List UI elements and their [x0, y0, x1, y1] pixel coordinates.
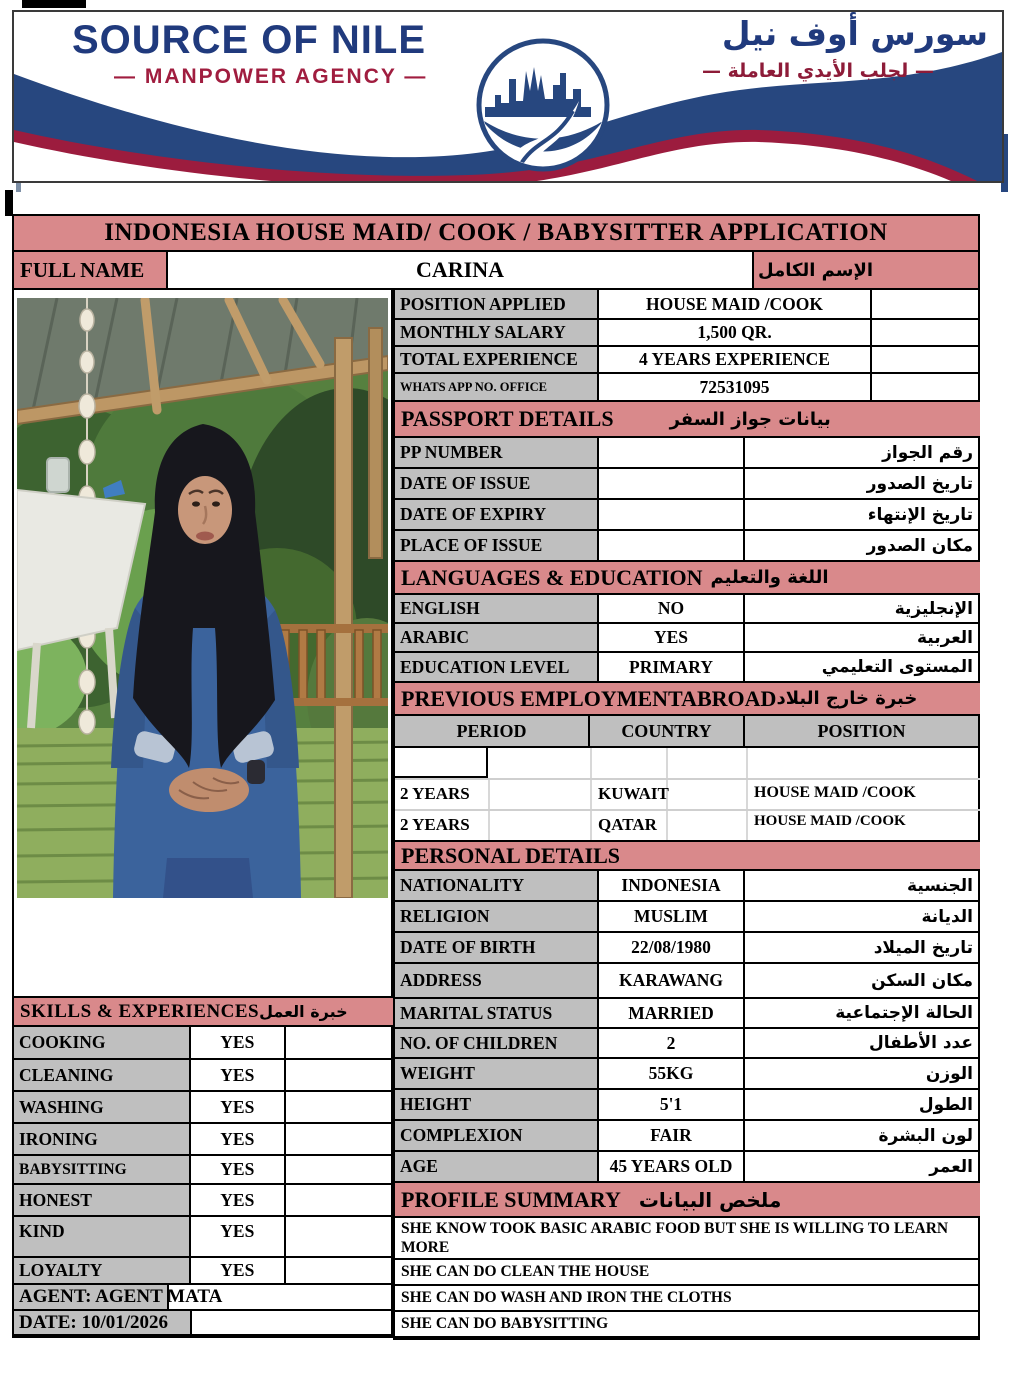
- skill-row: [14, 1124, 393, 1156]
- education-level-arabic: المستوى التعليمي: [745, 653, 980, 681]
- position-column-header: POSITION: [745, 716, 980, 746]
- skill-row: [14, 1185, 393, 1217]
- complexion-label: COMPLEXION: [395, 1121, 599, 1150]
- employment-country: QATAR: [598, 815, 657, 834]
- date-label: DATE: 10/01/2026: [14, 1311, 192, 1334]
- pp-number-arabic: رقم الجواز: [745, 438, 980, 467]
- agency-tagline-arabic: — لجلب الأيدي العاملة —: [702, 60, 934, 82]
- table-row: [395, 1090, 980, 1121]
- agent-row: [14, 1285, 393, 1311]
- address-arabic: مكان السكن: [745, 964, 980, 997]
- english-value: NO: [599, 595, 745, 622]
- weight-arabic: الوزن: [745, 1059, 980, 1088]
- table-row: [395, 595, 980, 624]
- blank-cell: [286, 1258, 393, 1283]
- scan-artifact-top: [22, 0, 86, 8]
- passport-header-text: PASSPORT DETAILS: [401, 406, 614, 431]
- summary-line-4: SHE CAN DO BABYSITTING: [395, 1312, 980, 1336]
- kind-label: KIND: [14, 1217, 191, 1256]
- blank-cell: [872, 374, 980, 400]
- education-level-label: EDUCATION LEVEL: [395, 653, 599, 681]
- employment-position: HOUSE MAID /COOK: [754, 784, 916, 801]
- skills-column: [12, 998, 393, 1338]
- employment-position: HOUSE MAID /COOK: [754, 813, 906, 829]
- age-arabic: العمر: [745, 1152, 980, 1181]
- table-row: [395, 347, 980, 374]
- table-row: [395, 469, 980, 500]
- skill-row: [14, 1258, 393, 1285]
- children-value: 2: [599, 1029, 745, 1057]
- table-row: [395, 438, 980, 469]
- cleaning-label: CLEANING: [14, 1060, 191, 1090]
- loyalty-label: LOYALTY: [14, 1258, 191, 1283]
- grid-line: [746, 748, 748, 778]
- blank-cell: [872, 290, 980, 318]
- date-row: [14, 1311, 393, 1338]
- nationality-label: NATIONALITY: [395, 871, 599, 900]
- ironing-label: IRONING: [14, 1124, 191, 1154]
- full-name-label: FULL NAME: [14, 252, 168, 288]
- age-label: AGE: [395, 1152, 599, 1181]
- height-arabic: الطول: [745, 1090, 980, 1119]
- full-name-row: [12, 250, 980, 290]
- employment-section-header: [395, 683, 980, 716]
- table-row: [395, 933, 980, 964]
- skill-row: [14, 1027, 393, 1060]
- children-arabic: عدد الأطفال: [745, 1029, 980, 1057]
- agency-tagline: — MANPOWER AGENCY —: [114, 65, 428, 88]
- employment-header-text: PREVIOUS EMPLOYMENTABROAD: [401, 685, 777, 711]
- grid-line: [666, 811, 668, 840]
- languages-section-header: [395, 562, 980, 595]
- date-of-birth-value: 22/08/1980: [599, 933, 745, 962]
- personal-header-text: PERSONAL DETAILS: [401, 842, 621, 868]
- weight-value: 55KG: [599, 1059, 745, 1088]
- pp-number-label: PP NUMBER: [395, 438, 599, 467]
- grid-line: [666, 748, 668, 778]
- employment-period: 2 YEARS: [400, 784, 470, 803]
- languages-header-arabic: اللغة والتعليم: [710, 567, 829, 588]
- employment-country: KUWAIT: [598, 784, 669, 803]
- blank-cell: [286, 1060, 393, 1090]
- summary-row: [395, 1286, 980, 1312]
- photo-cell: [12, 288, 393, 998]
- religion-arabic: الديانة: [745, 902, 980, 931]
- monthly-salary-label: MONTHLY SALARY: [395, 320, 599, 345]
- date-of-issue-value: [599, 469, 745, 498]
- table-row: [395, 531, 980, 562]
- cooking-label: COOKING: [14, 1027, 191, 1058]
- arabic-label: ARABIC: [395, 624, 599, 651]
- babysitting-value: YES: [191, 1156, 286, 1183]
- marital-status-label: MARITAL STATUS: [395, 999, 599, 1027]
- religion-label: RELIGION: [395, 902, 599, 931]
- place-of-issue-value: [599, 531, 745, 560]
- marital-status-arabic: الحالة الإجتماعية: [745, 999, 980, 1027]
- passport-section-header: [395, 402, 980, 438]
- scan-artifact-black: [5, 190, 13, 216]
- table-row: [395, 320, 980, 347]
- applicant-photo: [17, 298, 388, 898]
- complexion-value: FAIR: [599, 1121, 745, 1150]
- skills-header-arabic: خبرة العمل: [259, 1002, 348, 1021]
- summary-row: [395, 1218, 980, 1260]
- table-row: [395, 653, 980, 683]
- table-row: [395, 1121, 980, 1152]
- loyalty-value: YES: [191, 1258, 286, 1283]
- blank-cell: [286, 1027, 393, 1058]
- place-of-issue-arabic: مكان الصدور: [745, 531, 980, 560]
- date-of-expiry-value: [599, 500, 745, 529]
- table-row: [395, 1029, 980, 1059]
- whatsapp-value: 72531095: [599, 374, 872, 400]
- summary-line-2: SHE CAN DO CLEAN THE HOUSE: [395, 1260, 980, 1284]
- date-of-issue-label: DATE OF ISSUE: [395, 469, 599, 498]
- employment-row: [395, 780, 980, 811]
- height-label: HEIGHT: [395, 1090, 599, 1119]
- table-row: [395, 999, 980, 1029]
- blank-cell: [286, 1124, 393, 1154]
- blank-cell: [286, 1185, 393, 1215]
- profile-header-text: PROFILE SUMMARY: [401, 1186, 621, 1212]
- skill-row: [14, 1092, 393, 1124]
- agency-letterhead: [12, 10, 1004, 183]
- weight-label: WEIGHT: [395, 1059, 599, 1088]
- age-value: 45 YEARS OLD: [599, 1152, 745, 1181]
- grid-line: [590, 748, 592, 778]
- blank-cell: [872, 320, 980, 345]
- address-label: ADDRESS: [395, 964, 599, 997]
- employment-row-empty: [395, 748, 980, 780]
- children-label: NO. OF CHILDREN: [395, 1029, 599, 1057]
- employment-empty-cell: [395, 748, 488, 778]
- cooking-value: YES: [191, 1027, 286, 1058]
- total-experience-value: 4 YEARS EXPERIENCE: [599, 347, 872, 372]
- profile-header-arabic: ملخص البيانات: [638, 1187, 782, 1212]
- table-row: [395, 1152, 980, 1183]
- skills-header-text: SKILLS & EXPERIENCES: [20, 1000, 260, 1022]
- religion-value: MUSLIM: [599, 902, 745, 931]
- personal-section-header: [395, 842, 980, 871]
- grid-line: [488, 811, 490, 840]
- table-row: [395, 624, 980, 653]
- height-value: 5'1: [599, 1090, 745, 1119]
- summary-line-3: SHE CAN DO WASH AND IRON THE CLOTHS: [395, 1286, 980, 1310]
- grid-line: [746, 811, 748, 840]
- pp-number-value: [599, 438, 745, 467]
- honest-value: YES: [191, 1185, 286, 1215]
- country-column-header: COUNTRY: [590, 716, 745, 746]
- education-level-value: PRIMARY: [599, 653, 745, 681]
- table-row: [395, 500, 980, 531]
- arabic-value: YES: [599, 624, 745, 651]
- profile-section-header: [395, 1183, 980, 1218]
- employment-header-arabic: خبرة خارج البلاد: [776, 688, 918, 709]
- place-of-issue-label: PLACE OF ISSUE: [395, 531, 599, 560]
- blank-cell: [286, 1092, 393, 1122]
- ironing-value: YES: [191, 1124, 286, 1154]
- nationality-value: INDONESIA: [599, 871, 745, 900]
- table-row: [395, 290, 980, 320]
- full-name-label-arabic: الإسم الكامل: [754, 252, 978, 288]
- summary-line-1: SHE KNOW TOOK BASIC ARABIC FOOD BUT SHE IS WILLING TO LEARN MORE: [395, 1218, 980, 1258]
- full-name-value: CARINA: [168, 252, 754, 288]
- date-of-expiry-label: DATE OF EXPIRY: [395, 500, 599, 529]
- nationality-arabic: الجنسية: [745, 871, 980, 900]
- date-of-issue-arabic: تاريخ الصدور: [745, 469, 980, 498]
- form-right-column: [393, 288, 980, 1340]
- employment-row: [395, 811, 980, 842]
- table-row: [395, 1059, 980, 1090]
- blank-cell: [286, 1217, 393, 1256]
- arabic-arabic: العربية: [745, 624, 980, 651]
- grid-line: [746, 780, 748, 809]
- marital-status-value: MARRIED: [599, 999, 745, 1027]
- monthly-salary-value: 1,500 QR.: [599, 320, 872, 345]
- table-row: [395, 374, 980, 402]
- babysitting-label: BABYSITTING: [14, 1156, 191, 1183]
- employment-period: 2 YEARS: [400, 815, 470, 834]
- position-applied-label: POSITION APPLIED: [395, 290, 599, 318]
- languages-header-text: LANGUAGES & EDUCATION: [401, 564, 703, 590]
- passport-header-arabic: بيانات جواز السفر: [669, 408, 831, 430]
- total-experience-label: TOTAL EXPERIENCE: [395, 347, 599, 372]
- whatsapp-label: WHATS APP NO. OFFICE: [395, 374, 599, 400]
- table-row: [395, 871, 980, 902]
- date-of-birth-label: DATE OF BIRTH: [395, 933, 599, 962]
- table-row: [395, 964, 980, 999]
- washing-label: WASHING: [14, 1092, 191, 1122]
- grid-line: [978, 748, 980, 778]
- address-value: KARAWANG: [599, 964, 745, 997]
- form-title: INDONESIA HOUSE MAID/ COOK / BABYSITTER APPLICATION: [12, 214, 980, 252]
- grid-line: [590, 780, 592, 809]
- kind-value: YES: [191, 1217, 286, 1256]
- grid-line: [978, 811, 980, 840]
- english-arabic: الإنجليزية: [745, 595, 980, 622]
- agency-name-arabic: سورس أوف نيل: [721, 14, 988, 53]
- washing-value: YES: [191, 1092, 286, 1122]
- employment-column-headers: [395, 716, 980, 748]
- blank-cell: [286, 1156, 393, 1183]
- blank-cell: [872, 347, 980, 372]
- blank-cell: [192, 1311, 393, 1334]
- summary-row: [395, 1260, 980, 1286]
- agency-name: SOURCE OF NILE: [72, 18, 427, 62]
- date-of-expiry-arabic: تاريخ الإنتهاء: [745, 500, 980, 529]
- honest-label: HONEST: [14, 1185, 191, 1215]
- table-row: [395, 902, 980, 933]
- grid-line: [978, 780, 980, 809]
- agent-label: AGENT: AGENT MATA: [14, 1285, 169, 1309]
- grid-line: [590, 811, 592, 840]
- position-applied-value: HOUSE MAID /COOK: [599, 290, 872, 318]
- date-of-birth-arabic: تاريخ الميلاد: [745, 933, 980, 962]
- cleaning-value: YES: [191, 1060, 286, 1090]
- skill-row: [14, 1060, 393, 1092]
- skill-row: [14, 1217, 393, 1258]
- summary-row: [395, 1312, 980, 1340]
- skills-section-header: [14, 998, 393, 1027]
- period-column-header: PERIOD: [395, 716, 590, 746]
- english-label: ENGLISH: [395, 595, 599, 622]
- grid-line: [488, 780, 490, 809]
- complexion-arabic: لون البشرة: [745, 1121, 980, 1150]
- skill-row: [14, 1156, 393, 1185]
- agency-emblem: [476, 38, 610, 172]
